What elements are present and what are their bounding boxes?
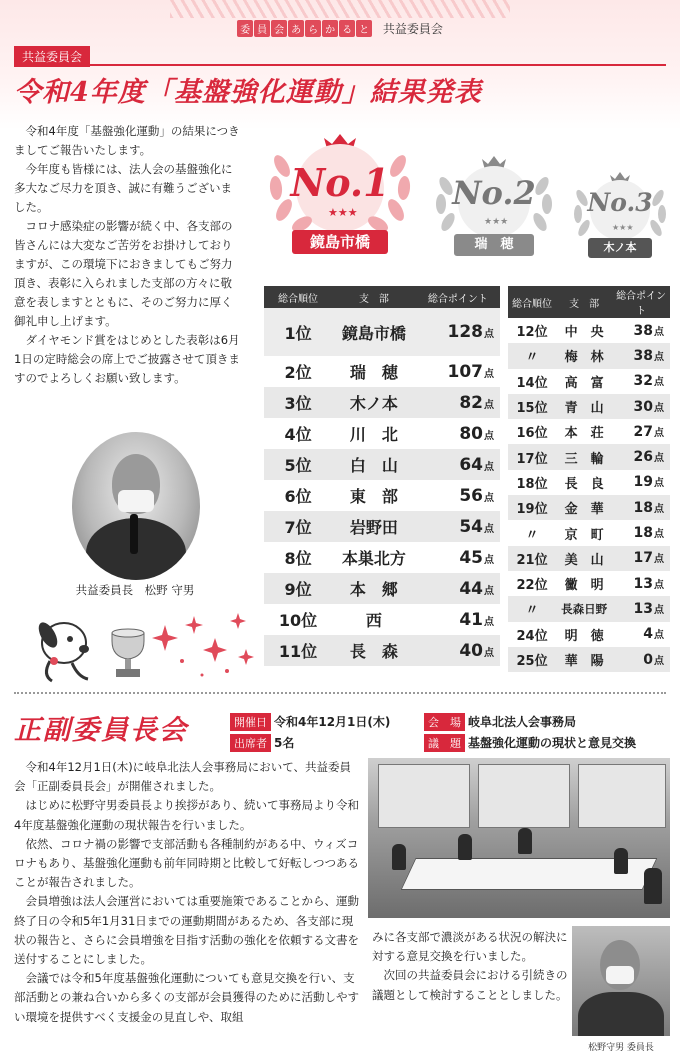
branch-cell: 長森日野 [556, 596, 612, 621]
branch-cell: 瑞 穂 [332, 356, 416, 387]
branch-cell: 中 央 [564, 325, 604, 341]
points-unit: 点 [484, 523, 494, 535]
meeting-topic [424, 734, 636, 752]
rank-cell: 25位 [508, 647, 556, 672]
photo-person [614, 848, 628, 874]
page-title: 令和4年度「基盤強化運動」結果発表 [14, 77, 482, 108]
points-cell [416, 387, 500, 418]
points-cell [416, 635, 500, 666]
branch-cell: 本 荘 [564, 426, 604, 442]
rank-cell: 〃 [525, 527, 539, 543]
section-tag: 共益委員会 [14, 46, 90, 67]
photo2-suit [578, 992, 664, 1036]
svg-text:★★★: ★★★ [612, 223, 634, 232]
points-unit: 点 [654, 529, 664, 541]
points-value: 82 [459, 392, 483, 413]
report-paragraph: みに各支部で濃淡がある状況の解決に対する意見交換を行いました。 [372, 930, 568, 964]
report-paragraph: 令和4年12月1日(木)に岐阜北法人会事務局において、共益委員会「正副委員長会」が開催されました。 [14, 760, 352, 794]
table-row [264, 542, 500, 573]
section-divider [14, 64, 666, 66]
points-value: 27 [633, 423, 653, 440]
photo-window [578, 764, 666, 828]
rank-cell: 11位 [264, 635, 332, 666]
brand-suffix: 共益委員会 [382, 22, 443, 36]
header-stripes [170, 0, 510, 18]
points-unit: 点 [654, 453, 664, 465]
brand-char: 会 [271, 20, 287, 37]
rank-cell: 6位 [264, 480, 332, 511]
points-value: 30 [633, 398, 653, 415]
rank-cell: 7位 [264, 511, 332, 542]
points-cell [612, 520, 670, 545]
medal-third [566, 168, 674, 260]
medal-first [258, 126, 422, 256]
branch-cell: 長 森 [332, 635, 416, 666]
rank-cell: 16位 [516, 426, 548, 442]
photo-person [392, 844, 406, 870]
points-cell [612, 647, 670, 672]
table-row [508, 394, 670, 419]
points-unit: 点 [654, 377, 664, 389]
points-unit: 点 [654, 630, 664, 642]
table-row [264, 308, 500, 356]
intro-paragraph: コロナ感染症の影響が続く中、各支部の皆さんには大変なご苦労をお掛けしておりますが、この環境下におきましてもご努力頂き、表彰に入られました支部の方々に敬意を表しますとともに、そのご努力に厚く御礼申し上げます。 [14, 219, 233, 328]
branch-cell: 西 [332, 604, 416, 635]
branch-cell: 岩野田 [332, 511, 416, 542]
svg-text:★★★: ★★★ [484, 217, 509, 227]
points-value: 41 [459, 609, 483, 630]
points-value: 38 [633, 322, 653, 339]
brand-char: と [356, 20, 372, 37]
branch-cell: 高 富 [564, 375, 604, 391]
medal-rank-label: No.1 [290, 160, 390, 205]
points-cell [416, 573, 500, 604]
branch-cell: 青 山 [556, 394, 612, 419]
rank-cell: 10位 [264, 604, 332, 635]
points-value: 0 [643, 651, 653, 668]
table-row [508, 343, 670, 368]
intro-paragraph: ダイヤモンド賞をはじめとした表彰は6月1日の定時総会の席上でご披露させて頂きますのでよろしくお願い致します。 [14, 333, 240, 385]
meeting-venue [424, 713, 576, 731]
meeting-topic-value: 基盤強化運動の現状と意見交換 [468, 736, 637, 750]
photo-window [378, 764, 470, 828]
points-cell [612, 369, 670, 394]
points-cell [612, 622, 670, 647]
points-value: 18 [633, 525, 653, 542]
rank-cell: 8位 [264, 542, 332, 573]
points-value: 4 [643, 626, 653, 643]
meeting-report-continued [372, 928, 568, 1005]
svg-text:★★★: ★★★ [328, 206, 358, 219]
branch-cell: 華 陽 [556, 647, 612, 672]
meeting-topic-label: 議 題 [424, 734, 465, 752]
photo2-mask [606, 966, 634, 984]
points-value: 18 [633, 499, 653, 516]
sparkle-icon [152, 613, 254, 677]
chairman-portrait [72, 432, 200, 580]
rank-cell: 2位 [264, 356, 332, 387]
points-unit: 点 [654, 402, 664, 414]
points-unit: 点 [484, 585, 494, 597]
points-cell [612, 444, 670, 469]
report-paragraph: 依然、コロナ禍の影響で支部活動も各種制約がある中、ウィズコロナもあり、基盤強化運動も前年同時期と比較して好転しつつあることが報告されました。 [14, 836, 359, 890]
report-paragraph: 次回の共益委員会における引続きの議題として検討することとしました。 [372, 968, 568, 1002]
trophy-icon [112, 629, 144, 677]
portrait-mask [118, 490, 154, 512]
table-row [508, 622, 670, 647]
branch-cell: 明 徳 [564, 628, 604, 644]
medal-rank-label: No.3 [587, 188, 653, 217]
points-unit: 点 [654, 427, 664, 439]
report-paragraph: はじめに松野守男委員長より挨拶があり、続いて事務局より令和4年度基盤強化運動の現状報告を行いました。 [14, 798, 359, 832]
section2-title: 正副委員長会 [14, 715, 188, 746]
intro-text [14, 122, 240, 388]
branch-cell: 木ノ本 [332, 387, 416, 418]
table-row [508, 546, 670, 571]
points-unit: 点 [654, 503, 664, 515]
table-row [264, 449, 500, 480]
rank-cell: 19位 [508, 495, 556, 520]
points-value: 80 [459, 423, 483, 444]
points-value: 17 [633, 550, 653, 567]
rank-cell: 21位 [508, 546, 556, 571]
medal-branch-name: 瑞 穂 [454, 234, 534, 256]
points-value: 40 [459, 640, 483, 661]
table-row [508, 419, 670, 444]
medal-branch-name: 木ノ本 [588, 238, 652, 258]
points-cell [416, 418, 500, 449]
dog-mascot-icon [35, 619, 89, 681]
report-paragraph: 会議では令和5年度基盤強化運動についても意見交換を行い、支部活動との兼ね合いから多くの支部が会員獲得のために活動しやすい環境を提供すべく支援金の見直しや、取組 [14, 971, 359, 1024]
meeting-venue-value: 岐阜北法人会事務局 [468, 715, 577, 729]
points-cell [612, 571, 670, 596]
points-value: 32 [633, 373, 653, 390]
intro-paragraph: 令和4年度「基盤強化運動」の結果につきましてご報告いたします。 [14, 124, 240, 157]
table-row [508, 444, 670, 469]
branch-cell: 白 山 [332, 449, 416, 480]
photo-person [644, 868, 662, 904]
points-value: 64 [459, 454, 483, 475]
table-row [264, 604, 500, 635]
points-unit: 点 [654, 579, 664, 591]
table-row [264, 418, 500, 449]
points-unit: 点 [654, 326, 664, 338]
rank-cell: 4位 [264, 418, 332, 449]
points-cell [612, 394, 670, 419]
table-header-row [508, 286, 670, 318]
points-unit: 点 [654, 351, 664, 363]
column-header-rank: 総合順位 [508, 286, 556, 318]
rank-cell: 〃 [508, 596, 556, 621]
points-cell [416, 542, 500, 573]
branch-cell: 三 輪 [556, 444, 612, 469]
meeting-date-value: 令和4年12月1日(木) [274, 715, 391, 729]
table-row [508, 571, 670, 596]
section-separator [14, 692, 666, 694]
points-unit: 点 [484, 461, 494, 473]
branch-cell: 美 山 [556, 546, 612, 571]
rank-cell: 18位 [516, 476, 548, 492]
points-unit: 点 [484, 647, 494, 659]
branch-cell: 京 町 [564, 527, 604, 543]
branch-cell: 黴 明 [564, 578, 604, 594]
branch-cell: 川 北 [332, 418, 416, 449]
intro-paragraph: 今年度も皆様には、法人会の基盤強化に多大なご尽力を頂き、誠に有難うございました。 [14, 162, 233, 214]
points-unit: 点 [484, 399, 494, 411]
rank-cell: 9位 [264, 573, 332, 604]
points-cell [416, 480, 500, 511]
medal-branch-name: 鏡島市橋 [292, 230, 388, 254]
rank-cell: 〃 [508, 343, 556, 368]
ranking-table-top [264, 286, 500, 666]
photo-person [458, 834, 472, 860]
brand-char: か [322, 20, 338, 37]
points-cell [416, 511, 500, 542]
points-value: 26 [633, 449, 653, 466]
ranking-table-bottom [508, 286, 670, 672]
points-unit: 点 [484, 492, 494, 504]
points-unit: 点 [654, 478, 664, 490]
table-row [264, 480, 500, 511]
points-cell [612, 470, 670, 495]
branch-cell: 長 良 [564, 476, 604, 492]
rank-cell: 24位 [516, 628, 548, 644]
table-row [508, 470, 670, 495]
points-value: 38 [633, 347, 653, 364]
table-row [264, 511, 500, 542]
points-value: 13 [633, 575, 653, 592]
branch-cell: 東 部 [332, 480, 416, 511]
branch-cell: 本 郷 [332, 573, 416, 604]
points-value: 107 [447, 361, 483, 382]
meeting-attendees-label: 出席者 [230, 734, 271, 752]
column-header-points: 総合ポイント [416, 286, 500, 308]
medal-rank-label: No.2 [452, 174, 536, 212]
points-cell [416, 449, 500, 480]
brand-char: 委 [237, 20, 253, 37]
branch-cell: 金 華 [556, 495, 612, 520]
meeting-attendees [230, 734, 294, 752]
points-value: 44 [459, 578, 483, 599]
brand-char: あ [288, 20, 304, 37]
points-unit: 点 [654, 554, 664, 566]
brand-char: る [339, 20, 355, 37]
points-value: 56 [459, 485, 483, 506]
points-cell [612, 318, 670, 343]
chairman-photo [572, 926, 670, 1036]
points-cell [612, 596, 670, 621]
table-row [264, 356, 500, 387]
meeting-date-label: 開催日 [230, 713, 271, 731]
points-cell [416, 604, 500, 635]
points-unit: 点 [484, 329, 494, 340]
medal-second [426, 152, 562, 260]
points-value: 45 [459, 547, 483, 568]
rank-cell: 5位 [264, 449, 332, 480]
points-unit: 点 [654, 655, 664, 667]
meeting-date [230, 713, 390, 731]
points-cell [612, 343, 670, 368]
column-header-branch: 支 部 [332, 286, 416, 308]
branch-cell: 梅 林 [556, 343, 612, 368]
points-unit: 点 [484, 554, 494, 566]
table-row [508, 596, 670, 621]
rank-cell: 17位 [508, 444, 556, 469]
rank-cell: 22位 [516, 578, 548, 594]
branch-cell: 鏡島市橋 [332, 308, 416, 356]
points-unit: 点 [484, 430, 494, 442]
table-row [264, 387, 500, 418]
column-header-branch: 支 部 [556, 286, 612, 318]
points-value: 13 [633, 600, 653, 617]
meeting-report-text [14, 758, 362, 1027]
rank-cell: 1位 [264, 308, 332, 356]
points-unit: 点 [654, 604, 664, 616]
branch-cell: 本巣北方 [332, 542, 416, 573]
column-header-rank: 総合順位 [264, 286, 332, 308]
photo-window [478, 764, 570, 828]
table-row [508, 647, 670, 672]
rank-cell: 14位 [516, 375, 548, 391]
photo-person [518, 828, 532, 854]
table-header-row [264, 286, 500, 308]
points-value: 54 [459, 516, 483, 537]
portrait-caption: 共益委員長 松野 守男 [75, 583, 195, 597]
points-cell [612, 419, 670, 444]
points-cell [612, 546, 670, 571]
column-header-points: 総合ポイント [612, 286, 670, 318]
table-row [508, 318, 670, 343]
table-row [264, 573, 500, 604]
rank-cell: 3位 [264, 387, 332, 418]
meeting-attendees-value: 5名 [274, 736, 295, 750]
points-value: 19 [633, 474, 653, 491]
table-row [508, 495, 670, 520]
rank-cell: 12位 [516, 325, 548, 341]
table-row [264, 635, 500, 666]
brand-char: ら [305, 20, 321, 37]
points-cell [416, 356, 500, 387]
meeting-venue-label: 会 場 [424, 713, 465, 731]
table-row [508, 520, 670, 545]
table-row [508, 369, 670, 394]
points-cell [416, 308, 500, 356]
microphone-icon [130, 514, 138, 554]
mascot-trophy-decoration [22, 605, 262, 687]
brand-char: 員 [254, 20, 270, 37]
points-value: 128 [447, 322, 483, 342]
chairman-photo-caption: 松野守男 委員長 [588, 1043, 654, 1053]
meeting-photo [368, 758, 670, 918]
points-cell [612, 495, 670, 520]
report-paragraph: 会員増強は法人会運営においては重要施策であることから、運動終了日の令和5年1月31日までの運動期間があるため、各支部に現状の報告と、さらに会員増強を目指す活動の強化を依頼する文書を送付することにしました。 [14, 894, 359, 967]
points-unit: 点 [484, 616, 494, 628]
rank-cell: 15位 [508, 394, 556, 419]
header-brand [0, 20, 680, 37]
points-unit: 点 [484, 368, 494, 380]
